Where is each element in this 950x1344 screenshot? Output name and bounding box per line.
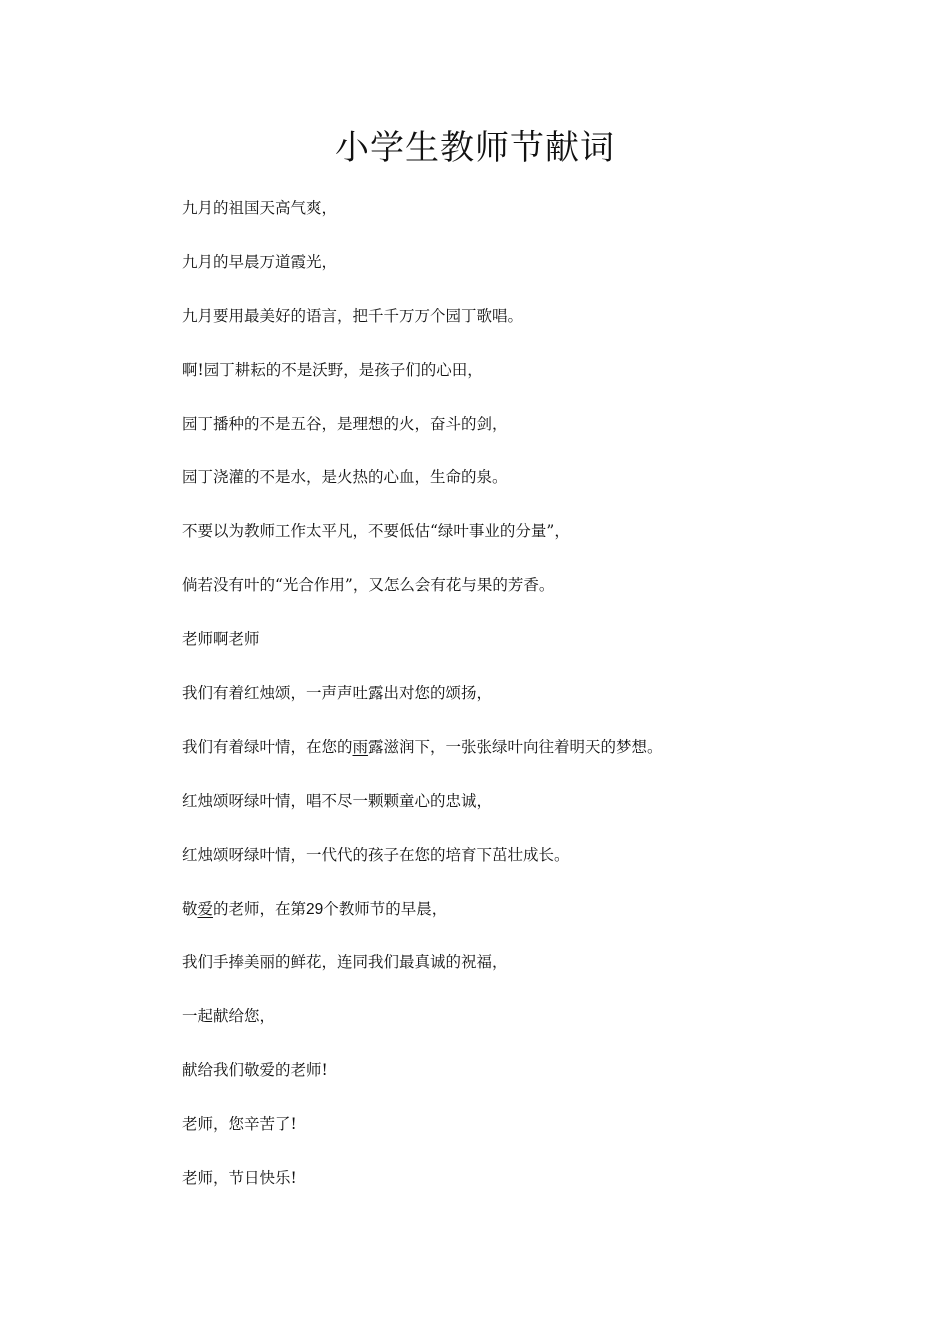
poem-line: 我们手捧美丽的鲜花，连同我们最真诚的祝福， <box>182 953 508 972</box>
poem-line: 九月要用最美好的语言，把千千万万个园丁歌唱。 <box>182 306 524 325</box>
underlined-character: 雨 <box>352 737 369 756</box>
poem-line <box>182 897 822 951</box>
poem-line-text: 敬 <box>182 899 198 918</box>
poem-line: 倘若没有叶的“光合作用”，又怎么会有花与果的芳香。 <box>182 576 555 595</box>
poem-body <box>182 196 822 1220</box>
poem-line: 献给我们敬爱的老师! <box>182 1061 328 1080</box>
poem-line-text: 露滋润下，一张张绿叶向往着明天的梦想。 <box>368 737 663 756</box>
festival-number: 29 <box>306 900 324 918</box>
poem-line: 九月的早晨万道霞光， <box>182 252 338 271</box>
poem-line: 我们有着红烛颂，一声声吐露出对您的颂扬， <box>182 684 493 703</box>
poem-line <box>182 735 822 789</box>
poem-line: 九月的祖国天高气爽， <box>182 199 338 217</box>
poem-line: 老师，节日快乐! <box>182 1169 297 1188</box>
poem-line: 红烛颂呀绿叶情，一代代的孩子在您的培育下茁壮成长。 <box>182 845 570 864</box>
poem-line: 老师啊老师 <box>182 630 260 649</box>
poem-line: 老师，您辛苦了! <box>182 1115 297 1134</box>
poem-line: 不要以为教师工作太平凡，不要低估“绿叶事业的分量”， <box>182 522 570 541</box>
poem-line: 啊!园丁耕耘的不是沃野，是孩子们的心田， <box>182 360 483 379</box>
poem-line: 园丁浇灌的不是水，是火热的心血，生命的泉。 <box>182 468 508 487</box>
poem-line-text: 我们有着绿叶情，在您的 <box>182 737 353 756</box>
poem-line-text: 的老师，在第 <box>213 899 307 918</box>
underlined-character: 爱 <box>197 899 214 918</box>
document-title: 小学生教师节献词 <box>335 128 615 168</box>
poem-line: 一起献给您， <box>182 1007 276 1026</box>
poem-line: 红烛颂呀绿叶情，唱不尽一颗颗童心的忠诚， <box>182 791 493 810</box>
poem-line: 园丁播种的不是五谷，是理想的火，奋斗的剑， <box>182 414 508 433</box>
poem-line-text: 个教师节的早晨， <box>323 899 448 918</box>
